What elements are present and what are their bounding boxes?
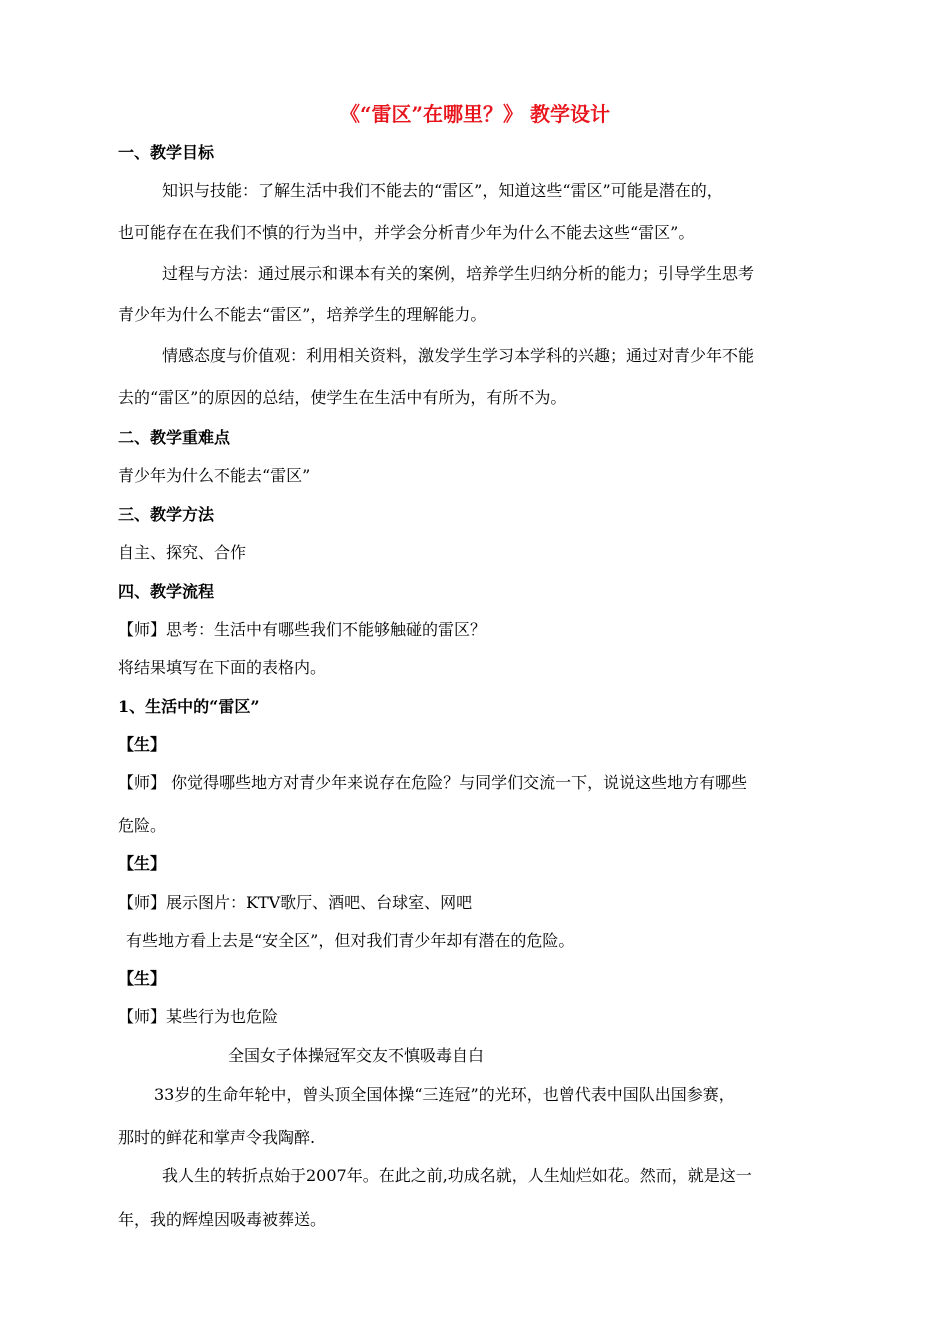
section-heading-method: 三、教学方法 bbox=[118, 505, 215, 524]
section-heading-goals: 一、教学目标 bbox=[118, 143, 215, 162]
flow-teacher-question-2-line-2: 危险。 bbox=[118, 816, 167, 835]
method-text: 自主、探究、合作 bbox=[118, 543, 247, 562]
goal-knowledge-line-1: 知识与技能：了解生活中我们不能去的“雷区”，知道这些“雷区”可能是潜在的， bbox=[162, 181, 723, 200]
case-paragraph-1-line-1: 33岁的生命年轮中，曾头顶全国体操“三连冠”的光环，也曾代表中国队出国参赛， bbox=[154, 1085, 735, 1104]
flow-student-2: 【生】 bbox=[118, 854, 167, 873]
flow-student-1: 【生】 bbox=[118, 735, 167, 754]
flow-safe-zone-note: 有些地方看上去是“安全区”，但对我们青少年却有潜在的危险。 bbox=[126, 931, 575, 950]
flow-subheading-life-minefields: 1、生活中的“雷区” bbox=[118, 697, 260, 716]
flow-teacher-question-1: 【师】思考：生活中有哪些我们不能够触碰的雷区？ bbox=[118, 620, 487, 639]
flow-instruction-fill-table: 将结果填写在下面的表格内。 bbox=[118, 658, 327, 677]
document-title: 《“雷区”在哪里？》 教学设计 bbox=[340, 102, 610, 126]
flow-student-3: 【生】 bbox=[118, 969, 167, 988]
case-paragraph-2-line-1: 我人生的转折点始于2007年。在此之前,功成名就，人生灿烂如花。然而，就是这一 bbox=[162, 1166, 752, 1185]
goal-emotion-line-2: 去的“雷区”的原因的总结，使学生在生活中有所为，有所不为。 bbox=[118, 388, 567, 407]
key-point-text: 青少年为什么不能去“雷区” bbox=[118, 466, 311, 485]
case-title: 全国女子体操冠军交友不慎吸毒自白 bbox=[228, 1046, 485, 1065]
section-heading-key-points: 二、教学重难点 bbox=[118, 428, 231, 447]
goal-knowledge-line-2: 也可能存在在我们不慎的行为当中，并学会分析青少年为什么不能去这些“雷区”。 bbox=[118, 223, 695, 242]
case-paragraph-1-line-2: 那时的鲜花和掌声令我陶醉. bbox=[118, 1128, 316, 1147]
flow-teacher-show-pictures: 【师】展示图片：KTV歌厅、酒吧、台球室、网吧 bbox=[118, 893, 473, 912]
flow-teacher-behaviors: 【师】某些行为也危险 bbox=[118, 1007, 279, 1026]
goal-process-line-2: 青少年为什么不能去“雷区”，培养学生的理解能力。 bbox=[118, 305, 487, 324]
goal-emotion-line-1: 情感态度与价值观：利用相关资料，激发学生学习本学科的兴趣；通过对青少年不能 bbox=[162, 346, 755, 365]
goal-process-line-1: 过程与方法：通过展示和课本有关的案例，培养学生归纳分析的能力；引导学生思考 bbox=[162, 264, 755, 283]
section-heading-flow: 四、教学流程 bbox=[118, 582, 215, 601]
flow-teacher-question-2-line-1: 【师】 你觉得哪些地方对青少年来说存在危险？与同学们交流一下，说说这些地方有哪些 bbox=[118, 773, 748, 792]
case-paragraph-2-line-2: 年，我的辉煌因吸毒被葬送。 bbox=[118, 1210, 327, 1229]
